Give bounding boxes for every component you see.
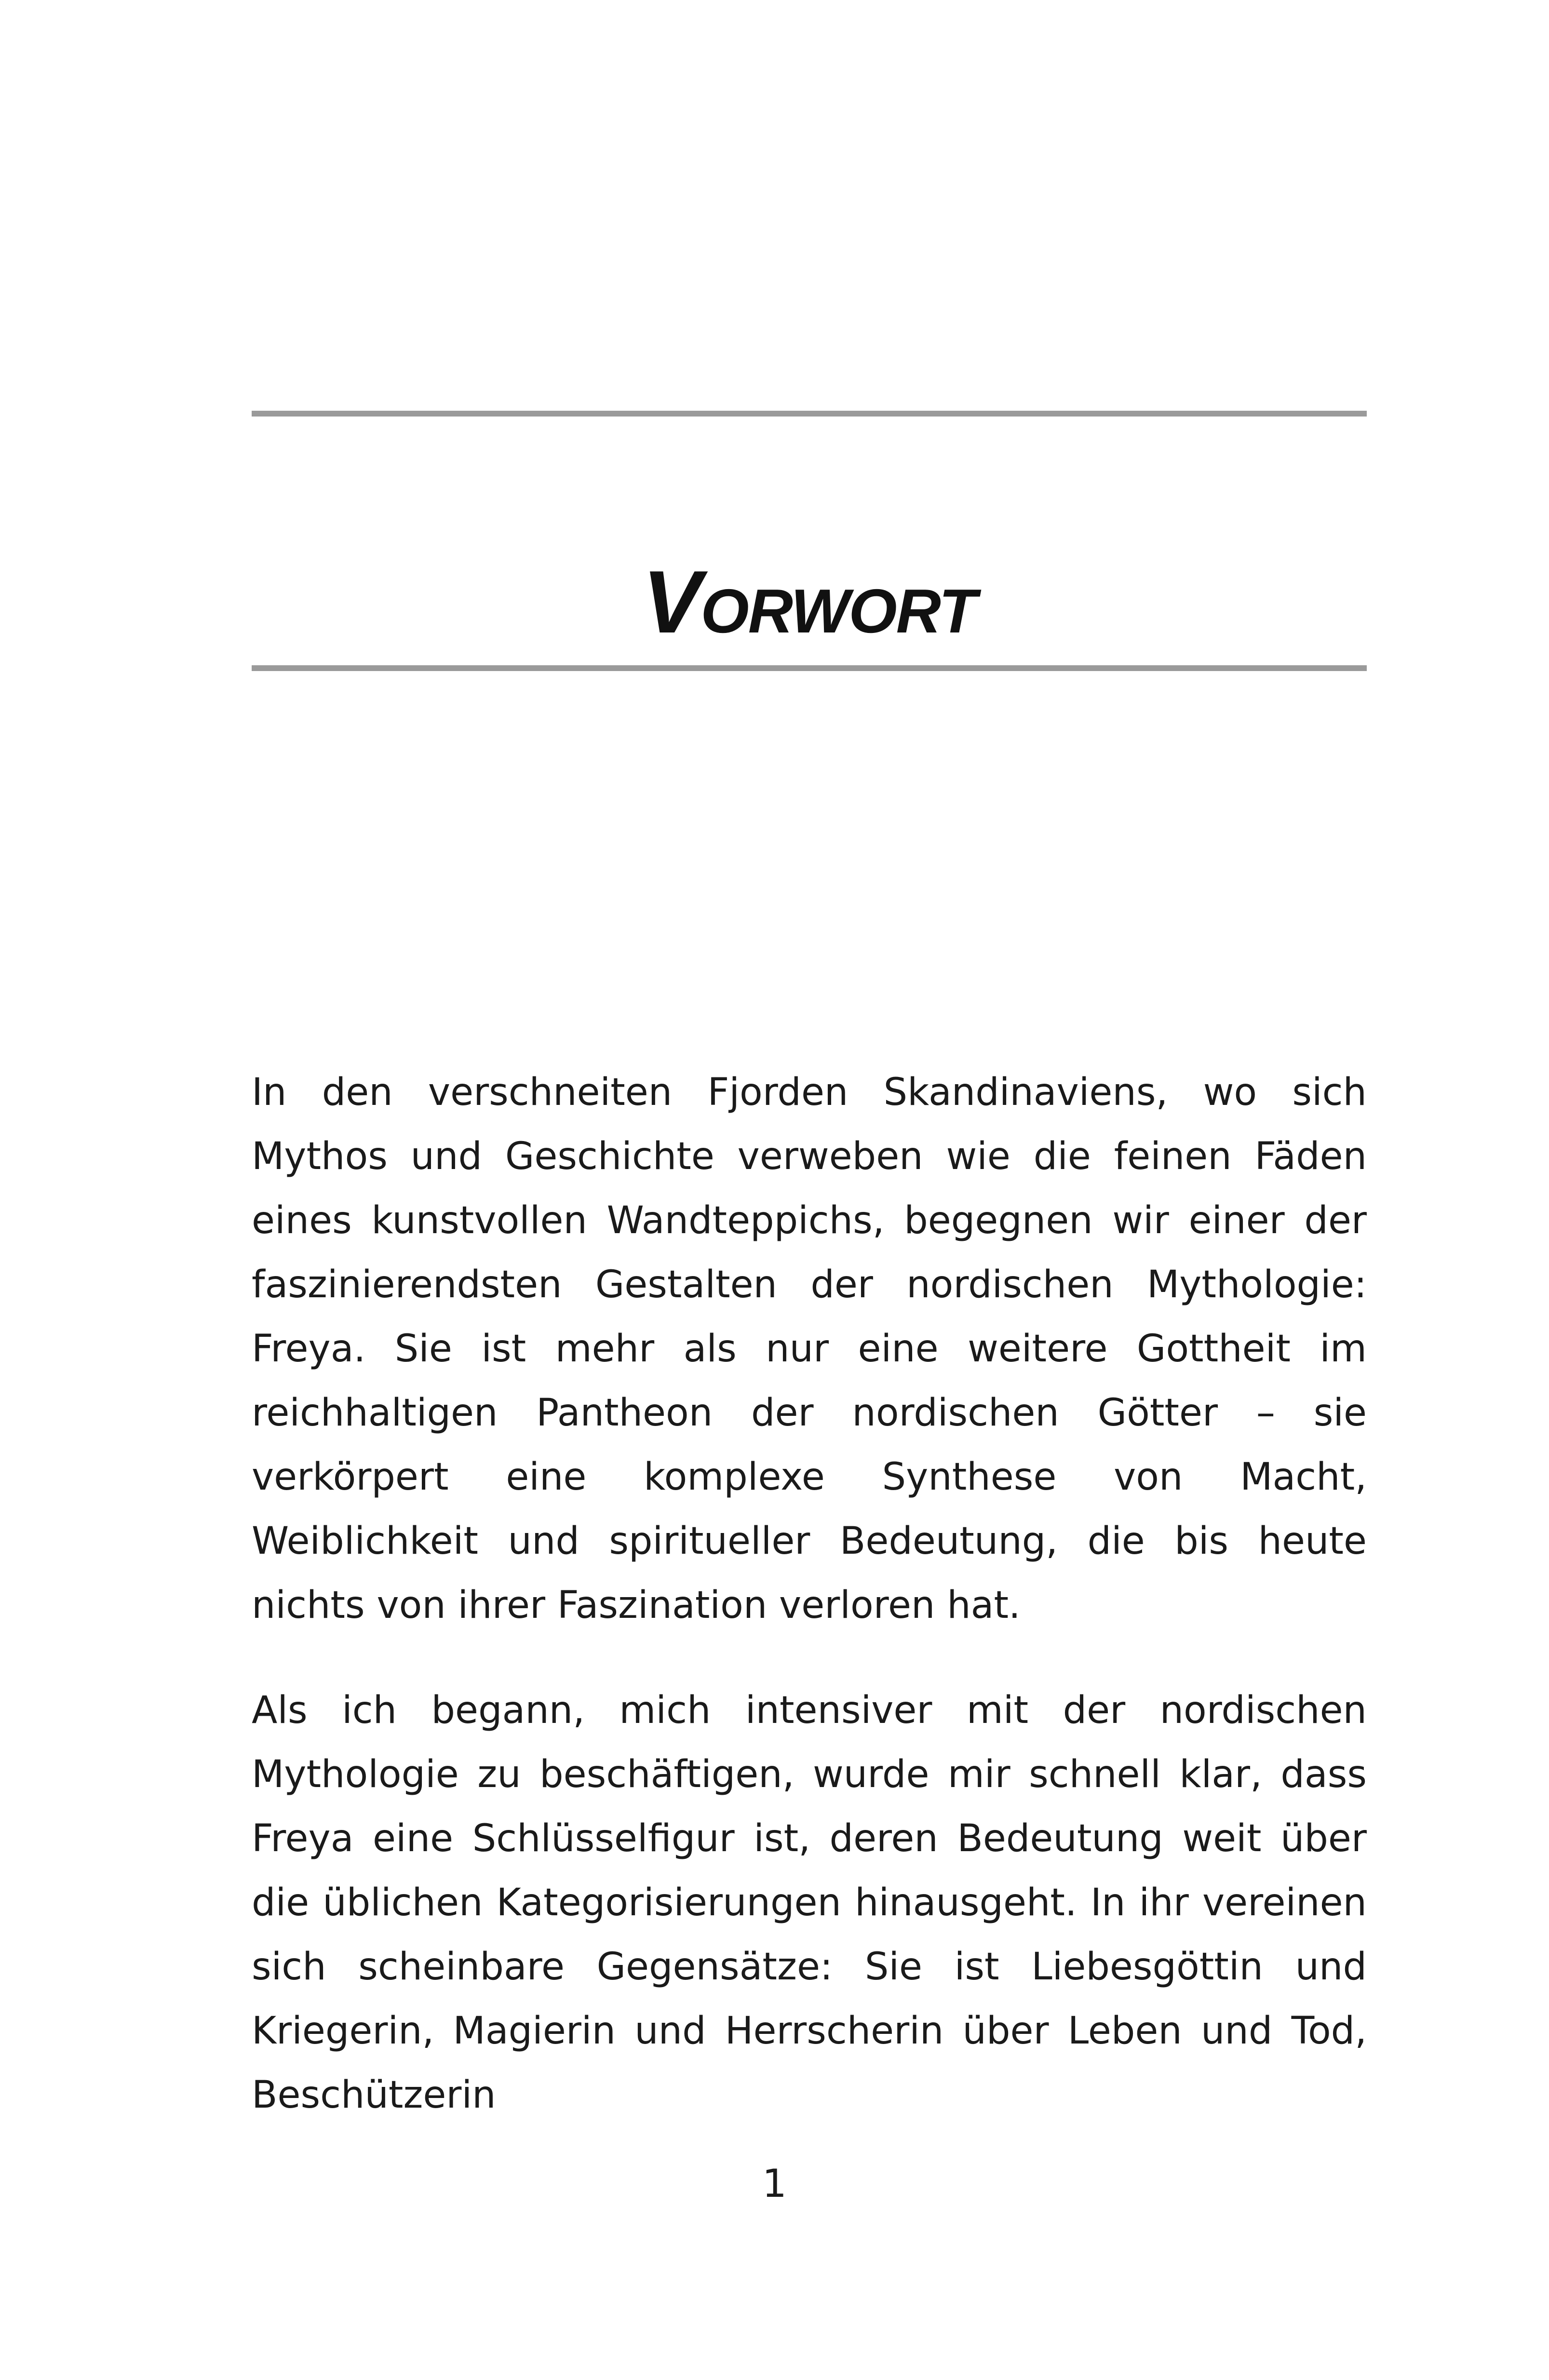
page-number: 1 — [762, 2161, 787, 2206]
paragraph-2: Als ich begann, mich intensiver mit der nordischen Mythologie zu beschäftigen, wurde mir schnell klar, dass Freya eine Schlüsselfigur ist, deren Bedeutung weit über die üblichen Kategorisierungen hinausgeht. In ihr vereinen sich scheinbare Gegensätze: Sie ist Liebesgöttin und Kriegerin, Magierin und Herrscherin über Leben und Tod, Beschützerin — [252, 1689, 1367, 2117]
chapter-title: Vorwort — [642, 552, 976, 652]
top-divider — [252, 411, 1367, 417]
body-text — [252, 1061, 1367, 2168]
paragraph-1: In den verschneiten Fjorden Skandinaviens, wo sich Mythos und Geschichte verweben wie die feinen Fäden eines kunstvollen Wandteppichs, begegnen wir einer der faszinierendsten Gestalten der nordischen Mythologie: Freya. Sie ist mehr als nur eine weitere Gottheit im reichhaltigen Pantheon der nordischen Götter – sie verkörpert eine komplexe Synthese von Macht, Weiblichkeit und spiritueller Bedeutung, die bis heute nichts von ihrer Faszination verloren hat. — [252, 1071, 1367, 1627]
bottom-divider — [252, 665, 1367, 671]
